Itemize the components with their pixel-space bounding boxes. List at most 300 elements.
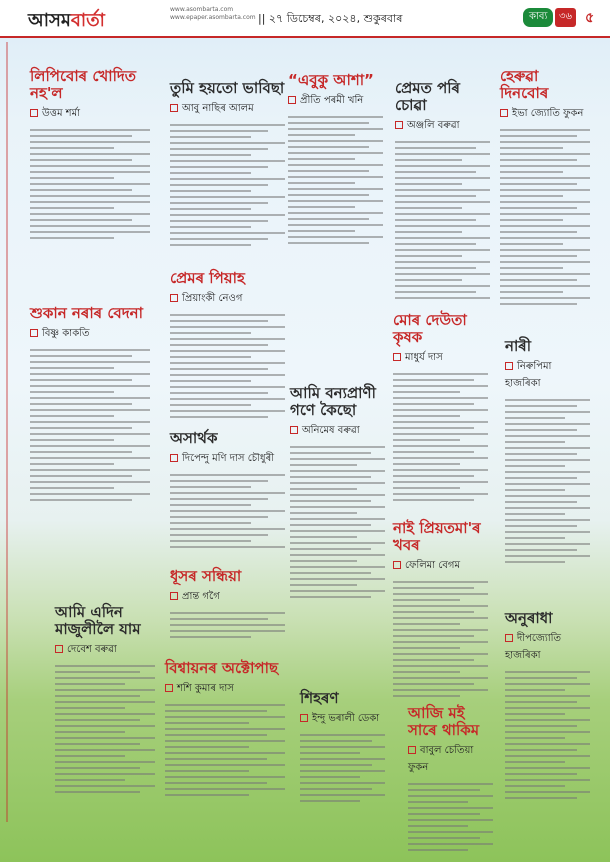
text-line: [408, 849, 468, 851]
text-line: [505, 773, 577, 775]
article-author: প্ৰিয়াংকী নেওগ: [170, 291, 285, 308]
text-line: [165, 764, 285, 766]
text-line: [393, 581, 488, 583]
text-line: [30, 487, 114, 489]
text-line: [393, 587, 474, 589]
text-line: [500, 261, 590, 263]
text-line: [165, 776, 285, 778]
text-line: [505, 471, 590, 473]
text-line: [30, 457, 150, 459]
text-line: [55, 749, 155, 751]
text-line: [300, 764, 372, 766]
text-line: [288, 182, 355, 184]
text-line: [505, 737, 565, 739]
text-line: [170, 486, 251, 488]
article-author: ইভা জ্যোতি ফুকন: [500, 106, 590, 123]
text-line: [170, 338, 285, 340]
text-line: [288, 146, 369, 148]
text-line: [30, 367, 114, 369]
article-title: আমি বন্যপ্ৰাণী গণে কৈছো: [290, 384, 376, 419]
text-line: [505, 671, 590, 673]
text-line: [170, 130, 268, 132]
text-line: [500, 297, 590, 299]
article-author: উত্তম শৰ্মা: [30, 106, 150, 123]
text-line: [393, 487, 460, 489]
text-line: [170, 386, 285, 388]
text-line: [300, 758, 385, 760]
text-line: [393, 611, 474, 613]
text-line: [170, 546, 285, 548]
text-line: [30, 207, 114, 209]
text-line: [393, 463, 460, 465]
decorative-ribbon: [6, 42, 8, 822]
text-line: [393, 403, 474, 405]
text-line: [395, 261, 490, 263]
text-line: [393, 415, 460, 417]
text-line: [290, 506, 385, 508]
article: [55, 604, 155, 797]
website-links: [170, 6, 256, 22]
text-line: [395, 249, 490, 251]
text-line: [395, 159, 462, 161]
article: [300, 690, 385, 806]
text-line: [55, 737, 155, 739]
article-body: [30, 129, 150, 239]
text-line: [30, 409, 150, 411]
text-line: [30, 415, 114, 417]
text-line: [290, 464, 357, 466]
text-line: [170, 214, 285, 216]
text-line: [170, 618, 268, 620]
text-line: [170, 326, 285, 328]
text-line: [393, 647, 460, 649]
article-body: [408, 783, 493, 851]
text-line: [393, 599, 460, 601]
text-line: [300, 776, 360, 778]
text-line: [393, 469, 488, 471]
text-line: [30, 141, 150, 143]
text-line: [505, 561, 565, 563]
article-body: [500, 129, 590, 305]
epaper-url: www.epaper.asombarta.com: [170, 14, 256, 21]
text-line: [55, 755, 125, 757]
text-line: [500, 159, 577, 161]
text-line: [55, 665, 155, 667]
text-line: [500, 225, 590, 227]
text-line: [170, 202, 268, 204]
article-author: প্ৰান্ত গগৈ: [170, 589, 285, 606]
text-line: [500, 195, 563, 197]
article-body: [505, 671, 590, 799]
text-line: [165, 704, 285, 706]
article: [170, 80, 285, 250]
text-line: [395, 279, 462, 281]
text-line: [393, 641, 488, 643]
text-line: [505, 405, 577, 407]
text-line: [288, 236, 383, 238]
text-line: [30, 189, 132, 191]
text-line: [395, 189, 490, 191]
text-line: [288, 170, 369, 172]
article-body: [288, 116, 383, 244]
text-line: [55, 785, 155, 787]
text-line: [30, 475, 132, 477]
text-line: [30, 195, 150, 197]
text-line: [505, 429, 577, 431]
text-line: [393, 379, 474, 381]
logo-part-2: বাৰ্তা: [70, 10, 105, 31]
text-line: [55, 677, 155, 679]
text-line: [288, 188, 383, 190]
text-line: [55, 689, 155, 691]
text-line: [500, 255, 577, 257]
text-line: [288, 176, 383, 178]
text-line: [170, 362, 285, 364]
text-line: [505, 483, 590, 485]
text-line: [505, 543, 590, 545]
text-line: [408, 795, 493, 797]
text-line: [170, 398, 285, 400]
article-author: আবু নাছিৰ আলম: [170, 101, 285, 118]
article-title: অনুৰাধা: [505, 609, 553, 627]
text-line: [30, 355, 132, 357]
text-line: [170, 510, 285, 512]
text-line: [170, 492, 285, 494]
text-line: [505, 525, 577, 527]
text-line: [290, 452, 371, 454]
article: [288, 72, 383, 248]
text-line: [505, 689, 565, 691]
text-line: [408, 819, 493, 821]
text-line: [393, 409, 488, 411]
text-line: [170, 148, 268, 150]
text-line: [170, 474, 285, 476]
text-line: [505, 555, 590, 557]
text-line: [55, 743, 140, 745]
text-line: [505, 495, 590, 497]
text-line: [170, 516, 268, 518]
text-line: [30, 213, 150, 215]
text-line: [395, 183, 462, 185]
text-line: [170, 522, 251, 524]
text-line: [170, 636, 251, 638]
text-line: [500, 135, 577, 137]
text-line: [170, 154, 251, 156]
article-author: শশি কুমাৰ দাস: [165, 681, 285, 698]
newspaper-logo: [28, 6, 105, 37]
text-line: [395, 153, 490, 155]
text-line: [393, 421, 488, 423]
logo-part-1: আসম: [28, 10, 71, 31]
text-line: [505, 489, 565, 491]
text-line: [290, 446, 385, 448]
text-line: [55, 719, 140, 721]
text-line: [288, 164, 383, 166]
article: [393, 312, 488, 505]
text-line: [30, 349, 150, 351]
article-body: [170, 474, 285, 548]
article: [408, 705, 493, 855]
text-line: [290, 572, 371, 574]
article: [30, 68, 150, 243]
section-badge: কাব্য: [523, 8, 553, 27]
text-line: [505, 447, 590, 449]
text-line: [170, 498, 268, 500]
text-line: [505, 719, 590, 721]
text-line: [290, 476, 371, 478]
text-line: [500, 147, 563, 149]
text-line: [500, 183, 577, 185]
text-line: [300, 770, 385, 772]
text-line: [30, 153, 150, 155]
text-line: [290, 566, 385, 568]
text-line: [170, 226, 251, 228]
text-line: [500, 243, 563, 245]
text-line: [55, 725, 155, 727]
text-line: [408, 807, 493, 809]
text-line: [393, 457, 488, 459]
text-line: [505, 791, 590, 793]
text-line: [393, 481, 488, 483]
text-line: [170, 404, 251, 406]
text-line: [30, 171, 150, 173]
text-line: [165, 782, 267, 784]
article-title: নাৰী: [505, 337, 532, 355]
text-line: [170, 630, 285, 632]
text-line: [290, 512, 357, 514]
text-line: [290, 482, 385, 484]
text-line: [393, 391, 460, 393]
text-line: [170, 232, 285, 234]
text-line: [170, 368, 268, 370]
text-line: [393, 695, 460, 697]
text-line: [393, 385, 488, 387]
text-line: [165, 788, 285, 790]
text-line: [505, 519, 590, 521]
text-line: [170, 380, 251, 382]
website-url: www.asombarta.com: [170, 6, 234, 13]
text-line: [170, 540, 251, 542]
text-line: [393, 629, 488, 631]
text-line: [30, 183, 150, 185]
article-body: [170, 314, 285, 418]
text-line: [170, 392, 268, 394]
text-line: [290, 488, 357, 490]
article-author: বাবুল চেতিয়া ফুকন: [408, 743, 493, 777]
text-line: [290, 524, 371, 526]
text-line: [505, 507, 590, 509]
text-line: [500, 201, 590, 203]
text-line: [288, 134, 355, 136]
text-line: [170, 314, 285, 316]
article-author: অনিমেষ বৰুৱা: [290, 423, 385, 440]
text-line: [30, 493, 150, 495]
article-title: “এবুকু আশা”: [288, 71, 374, 89]
text-line: [500, 231, 577, 233]
text-line: [30, 427, 132, 429]
text-line: [30, 201, 150, 203]
article-title: আজি মই সাৰে থাকিম: [408, 704, 480, 739]
text-line: [505, 549, 577, 551]
text-line: [165, 734, 267, 736]
text-line: [505, 459, 590, 461]
text-line: [505, 785, 565, 787]
text-line: [300, 788, 372, 790]
text-line: [395, 141, 490, 143]
text-line: [170, 344, 268, 346]
text-line: [165, 758, 267, 760]
text-line: [30, 499, 132, 501]
text-line: [165, 770, 249, 772]
text-line: [393, 493, 488, 495]
text-line: [30, 433, 150, 435]
text-line: [393, 605, 488, 607]
text-line: [393, 623, 460, 625]
text-line: [170, 160, 285, 162]
text-line: [290, 590, 385, 592]
text-line: [393, 451, 474, 453]
text-line: [55, 707, 125, 709]
text-line: [505, 695, 590, 697]
text-line: [408, 843, 493, 845]
article: [395, 80, 490, 303]
text-line: [288, 128, 383, 130]
article: [393, 520, 488, 701]
text-line: [30, 135, 132, 137]
text-line: [55, 713, 155, 715]
text-line: [505, 701, 577, 703]
text-line: [288, 140, 383, 142]
text-line: [300, 794, 385, 796]
text-line: [505, 477, 577, 479]
text-line: [30, 129, 150, 131]
text-line: [505, 399, 590, 401]
text-line: [505, 755, 590, 757]
text-line: [170, 356, 251, 358]
text-line: [290, 500, 371, 502]
article-author: প্ৰীতি পৰমী খনি: [288, 93, 383, 110]
text-line: [288, 200, 383, 202]
text-line: [395, 147, 476, 149]
text-line: [395, 171, 476, 173]
text-line: [170, 124, 285, 126]
text-line: [500, 285, 590, 287]
text-line: [30, 445, 150, 447]
article-title: আমি এদিন মাজুলীলৈ যাম: [55, 603, 141, 638]
text-line: [30, 237, 114, 239]
text-line: [500, 165, 590, 167]
text-line: [500, 189, 590, 191]
text-line: [165, 722, 249, 724]
text-line: [395, 201, 490, 203]
article-title: শুকান নৰাৰ বেদনা: [30, 304, 143, 322]
text-line: [500, 207, 577, 209]
text-line: [290, 584, 357, 586]
text-line: [505, 749, 577, 751]
text-line: [290, 554, 385, 556]
text-line: [393, 659, 474, 661]
text-line: [300, 752, 360, 754]
text-line: [500, 291, 563, 293]
text-line: [505, 465, 565, 467]
text-line: [408, 831, 493, 833]
text-line: [393, 683, 474, 685]
article-author: দেবেশ বৰুৱা: [55, 642, 155, 659]
article-title: প্ৰেমৰ পিয়াহ: [170, 269, 245, 287]
article: [290, 385, 385, 602]
text-line: [408, 783, 493, 785]
page-header: [0, 0, 610, 38]
text-line: [395, 255, 462, 257]
article-title: নাই প্ৰিয়তমা'ৰ খবৰ: [393, 519, 481, 554]
text-line: [393, 593, 488, 595]
text-line: [165, 794, 249, 796]
text-line: [170, 136, 251, 138]
text-line: [500, 303, 577, 305]
text-line: [393, 397, 488, 399]
text-line: [290, 578, 385, 580]
text-line: [55, 761, 155, 763]
text-line: [290, 518, 385, 520]
text-line: [290, 458, 385, 460]
text-line: [505, 761, 565, 763]
article-title: বিশ্বায়নৰ অক্টোপাছ: [165, 659, 279, 677]
text-line: [500, 177, 590, 179]
article-body: [170, 612, 285, 638]
text-line: [55, 671, 140, 673]
text-line: [395, 237, 490, 239]
article-author: ইন্দু ভৰালী ডেকা: [300, 711, 385, 728]
text-line: [30, 421, 150, 423]
article-author: দিপেন্দু মণি দাস চৌধুৰী: [170, 451, 285, 468]
text-line: [170, 172, 251, 174]
article: [500, 68, 590, 309]
article-author: দীপজ্যোতি হাজৰিকা: [505, 631, 590, 665]
text-line: [288, 122, 369, 124]
article-author: মাধুৰ্য দাস: [393, 350, 488, 367]
text-line: [505, 713, 565, 715]
text-line: [170, 220, 268, 222]
text-line: [30, 231, 150, 233]
text-line: [30, 451, 132, 453]
text-line: [505, 453, 577, 455]
text-line: [288, 230, 355, 232]
text-line: [408, 825, 468, 827]
text-line: [290, 494, 385, 496]
text-line: [30, 147, 114, 149]
text-line: [170, 184, 268, 186]
article-body: [30, 349, 150, 501]
text-line: [288, 116, 383, 118]
text-line: [505, 501, 577, 503]
article-body: [393, 373, 488, 501]
text-line: [288, 152, 383, 154]
text-line: [170, 350, 285, 352]
text-line: [505, 797, 577, 799]
text-line: [500, 273, 590, 275]
article-title: লিপিবোৰ খোদিত নহ'ল: [30, 67, 137, 102]
article-body: [300, 734, 385, 802]
text-line: [288, 206, 355, 208]
text-line: [393, 445, 488, 447]
text-line: [393, 671, 460, 673]
text-line: [55, 767, 140, 769]
article-title: প্ৰেমত পৰি চোৱা: [395, 79, 461, 114]
text-line: [395, 273, 490, 275]
text-line: [30, 379, 132, 381]
text-line: [170, 208, 251, 210]
text-line: [395, 219, 476, 221]
